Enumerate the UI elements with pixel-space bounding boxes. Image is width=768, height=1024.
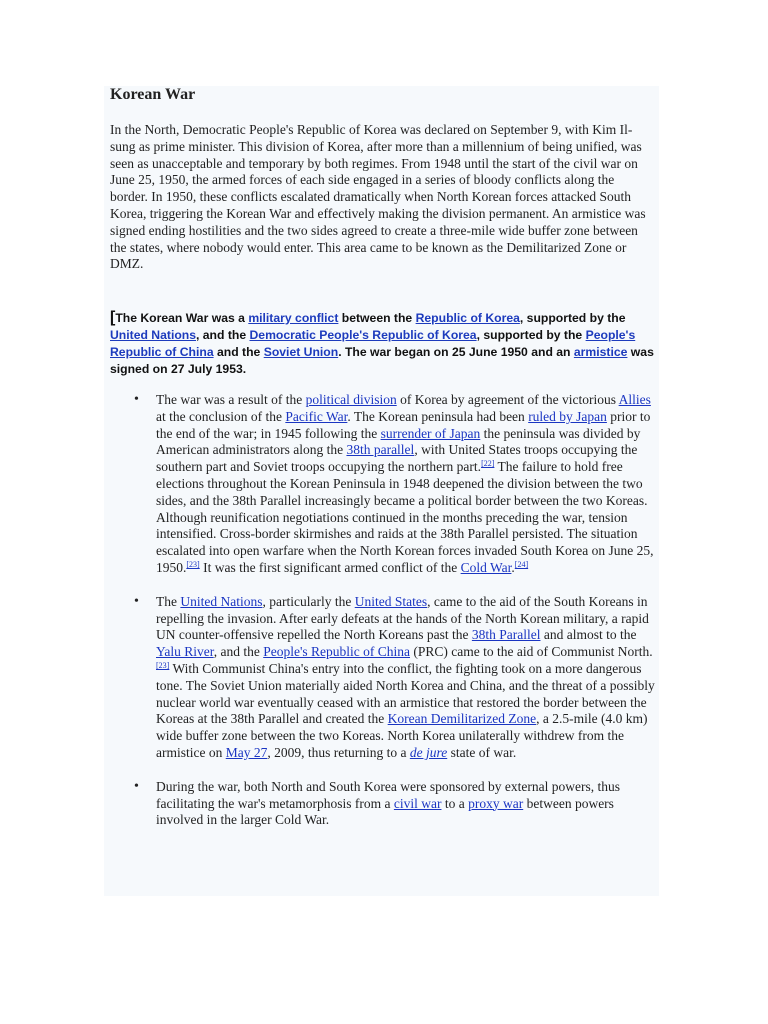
link-cold-war[interactable]: Cold War [460,559,512,575]
link-united-states[interactable]: United States [354,593,428,609]
link-may-27[interactable]: May 27 [225,744,268,760]
item-text: During the war, both North and South Korea were sponsored by external powers, thus facilitating the war's metamorphosis from a [156,778,620,811]
summary-text: , supported by the [476,328,586,342]
link-soviet-union[interactable]: Soviet Union [263,345,339,359]
list-item [110,779,655,829]
reference-link[interactable]: [24] [514,559,529,569]
list-item [110,392,655,577]
item-text: The [156,593,181,609]
link-military-conflict[interactable]: military conflict [248,311,339,325]
link-allies[interactable]: Allies [618,392,651,407]
item-text: and almost to the [540,627,637,643]
item-text: . The Korean peninsula had been [347,408,529,424]
bullet-icon: • [134,593,139,609]
summary-text: and the [213,345,264,359]
item-text: (PRC) came to the aid of Communist North. [410,644,653,660]
summary-text: , and the [196,328,250,342]
link-korean-demilitarized-zone[interactable]: Korean Demilitarized Zone [387,711,537,727]
item-text: , particularly the [262,593,355,609]
link-38th-parallel[interactable]: 38th parallel [346,442,415,458]
link-yalu-river[interactable]: Yalu River [156,644,214,660]
item-text: state of war. [447,744,517,760]
link-armistice[interactable]: armistice [573,345,628,359]
summary-text: . The war began on 25 June 1950 and an [338,345,574,359]
reference-link[interactable]: [22] [481,459,495,469]
item-text: , with United States troops occupying the southern part and Soviet troops occupying the northern part. [156,442,638,475]
link-civil-war[interactable]: civil war [393,795,442,811]
document-title: Korean War [110,86,196,103]
summary-text: was signed on 27 July 1953. [110,345,654,376]
item-text: prior to the end of the war; in 1945 following the [156,408,651,441]
item-text: , came to the aid of the South Koreans in repelling the invasion. After early defeats at the hands of the North Korean military, a rapid UN counter-offensive repelled the North Koreans past the [156,593,649,643]
summary-text: between the [338,311,416,325]
reference-link[interactable]: [23] [156,660,170,670]
link-38th-parallel[interactable]: 38th Parallel [471,627,541,643]
link-peoples-republic-of-china[interactable]: People's Republic of China [263,644,411,660]
link-political-division[interactable]: political division [305,392,397,407]
item-text: of Korea by agreement of the victorious [396,392,619,407]
link-pacific-war[interactable]: Pacific War [285,408,348,424]
list-item [110,594,655,762]
item-text: The war was a result of the [156,392,306,407]
item-text: between powers involved in the larger Cold War. [156,795,614,828]
link-united-nations[interactable]: United Nations [110,328,196,342]
link-ruled-by-japan[interactable]: ruled by Japan [528,408,607,424]
item-text: , and the [213,644,264,660]
link-dprk[interactable]: Democratic People's Republic of Korea [249,328,477,342]
link-united-nations[interactable]: United Nations [180,593,263,609]
item-text: , 2009, thus returning to a [267,744,410,760]
item-text: With Communist China's entry into the conflict, the fighting took on a more dangerous tone. The Soviet Union materially aided North Korea and China, and the threat of a possibly nuclear world war eventually ceased with an armistice that restored the border between the Koreas at the 38th Parallel and created the [156,660,655,727]
summary-text: The Korean War was a [115,311,249,325]
link-peoples-republic-of-china[interactable]: People's Republic of China [110,328,636,359]
link-de-jure-text: de jure [409,744,448,760]
item-text: the peninsula was divided by American administrators along the [156,425,641,458]
summary-text: , supported by the [519,311,626,325]
bullet-list [110,392,655,846]
summary-paragraph [110,309,655,378]
opening-bracket: [ [110,309,116,326]
item-text: , a 2.5-mile (4.0 km) wide buffer zone between the two Koreas. North Korea unilaterally withdrew from the armistice on [156,711,648,760]
item-text: at the conclusion of the [156,408,286,424]
item-text: It was the first significant armed conflict of the [199,559,461,575]
bullet-icon: • [134,392,139,407]
link-de-jure[interactable] [410,745,447,760]
item-text: The failure to hold free elections throughout the Korean Peninsula in 1948 deepened the division between the two sides, and the 38th Parallel increasingly became a political border between the two Koreas. Although reunification negotiations continued in the months preceding the war, tension intensified. Cross-border skirmishes and raids at the 38th Parallel persisted. The situation escalated into open warfare when the North Korean forces invaded South Korea on June 25, 1950. [156,459,654,575]
item-text: to a [441,795,469,811]
link-proxy-war[interactable]: proxy war [468,795,524,811]
link-republic-of-korea[interactable]: Republic of Korea [415,311,520,325]
intro-paragraph: In the North, Democratic People's Republic of Korea was declared on September 9, with Kim Il-sung as prime minister. This division of Korea, after more than a millennium of being unified, was seen as unacceptable and temporary by both regimes. From 1948 until the start of the civil war on June 25, 1950, the armed forces of each side engaged in a series of bloody conflicts along the border. In 1950, these conflicts escalated dramatically when North Korean forces attacked South Korea, triggering the Korean War and effectively making the division permanent. An armistice was signed ending hostilities and the two sides agreed to create a three-mile wide buffer zone between the states, where nobody would enter. This area came to be known as the Demilitarized Zone or DMZ. [110,122,646,272]
reference-link[interactable]: [23] [186,559,200,569]
link-surrender-of-japan[interactable]: surrender of Japan [380,425,481,441]
bullet-icon: • [134,778,139,794]
item-text: . [511,559,515,575]
